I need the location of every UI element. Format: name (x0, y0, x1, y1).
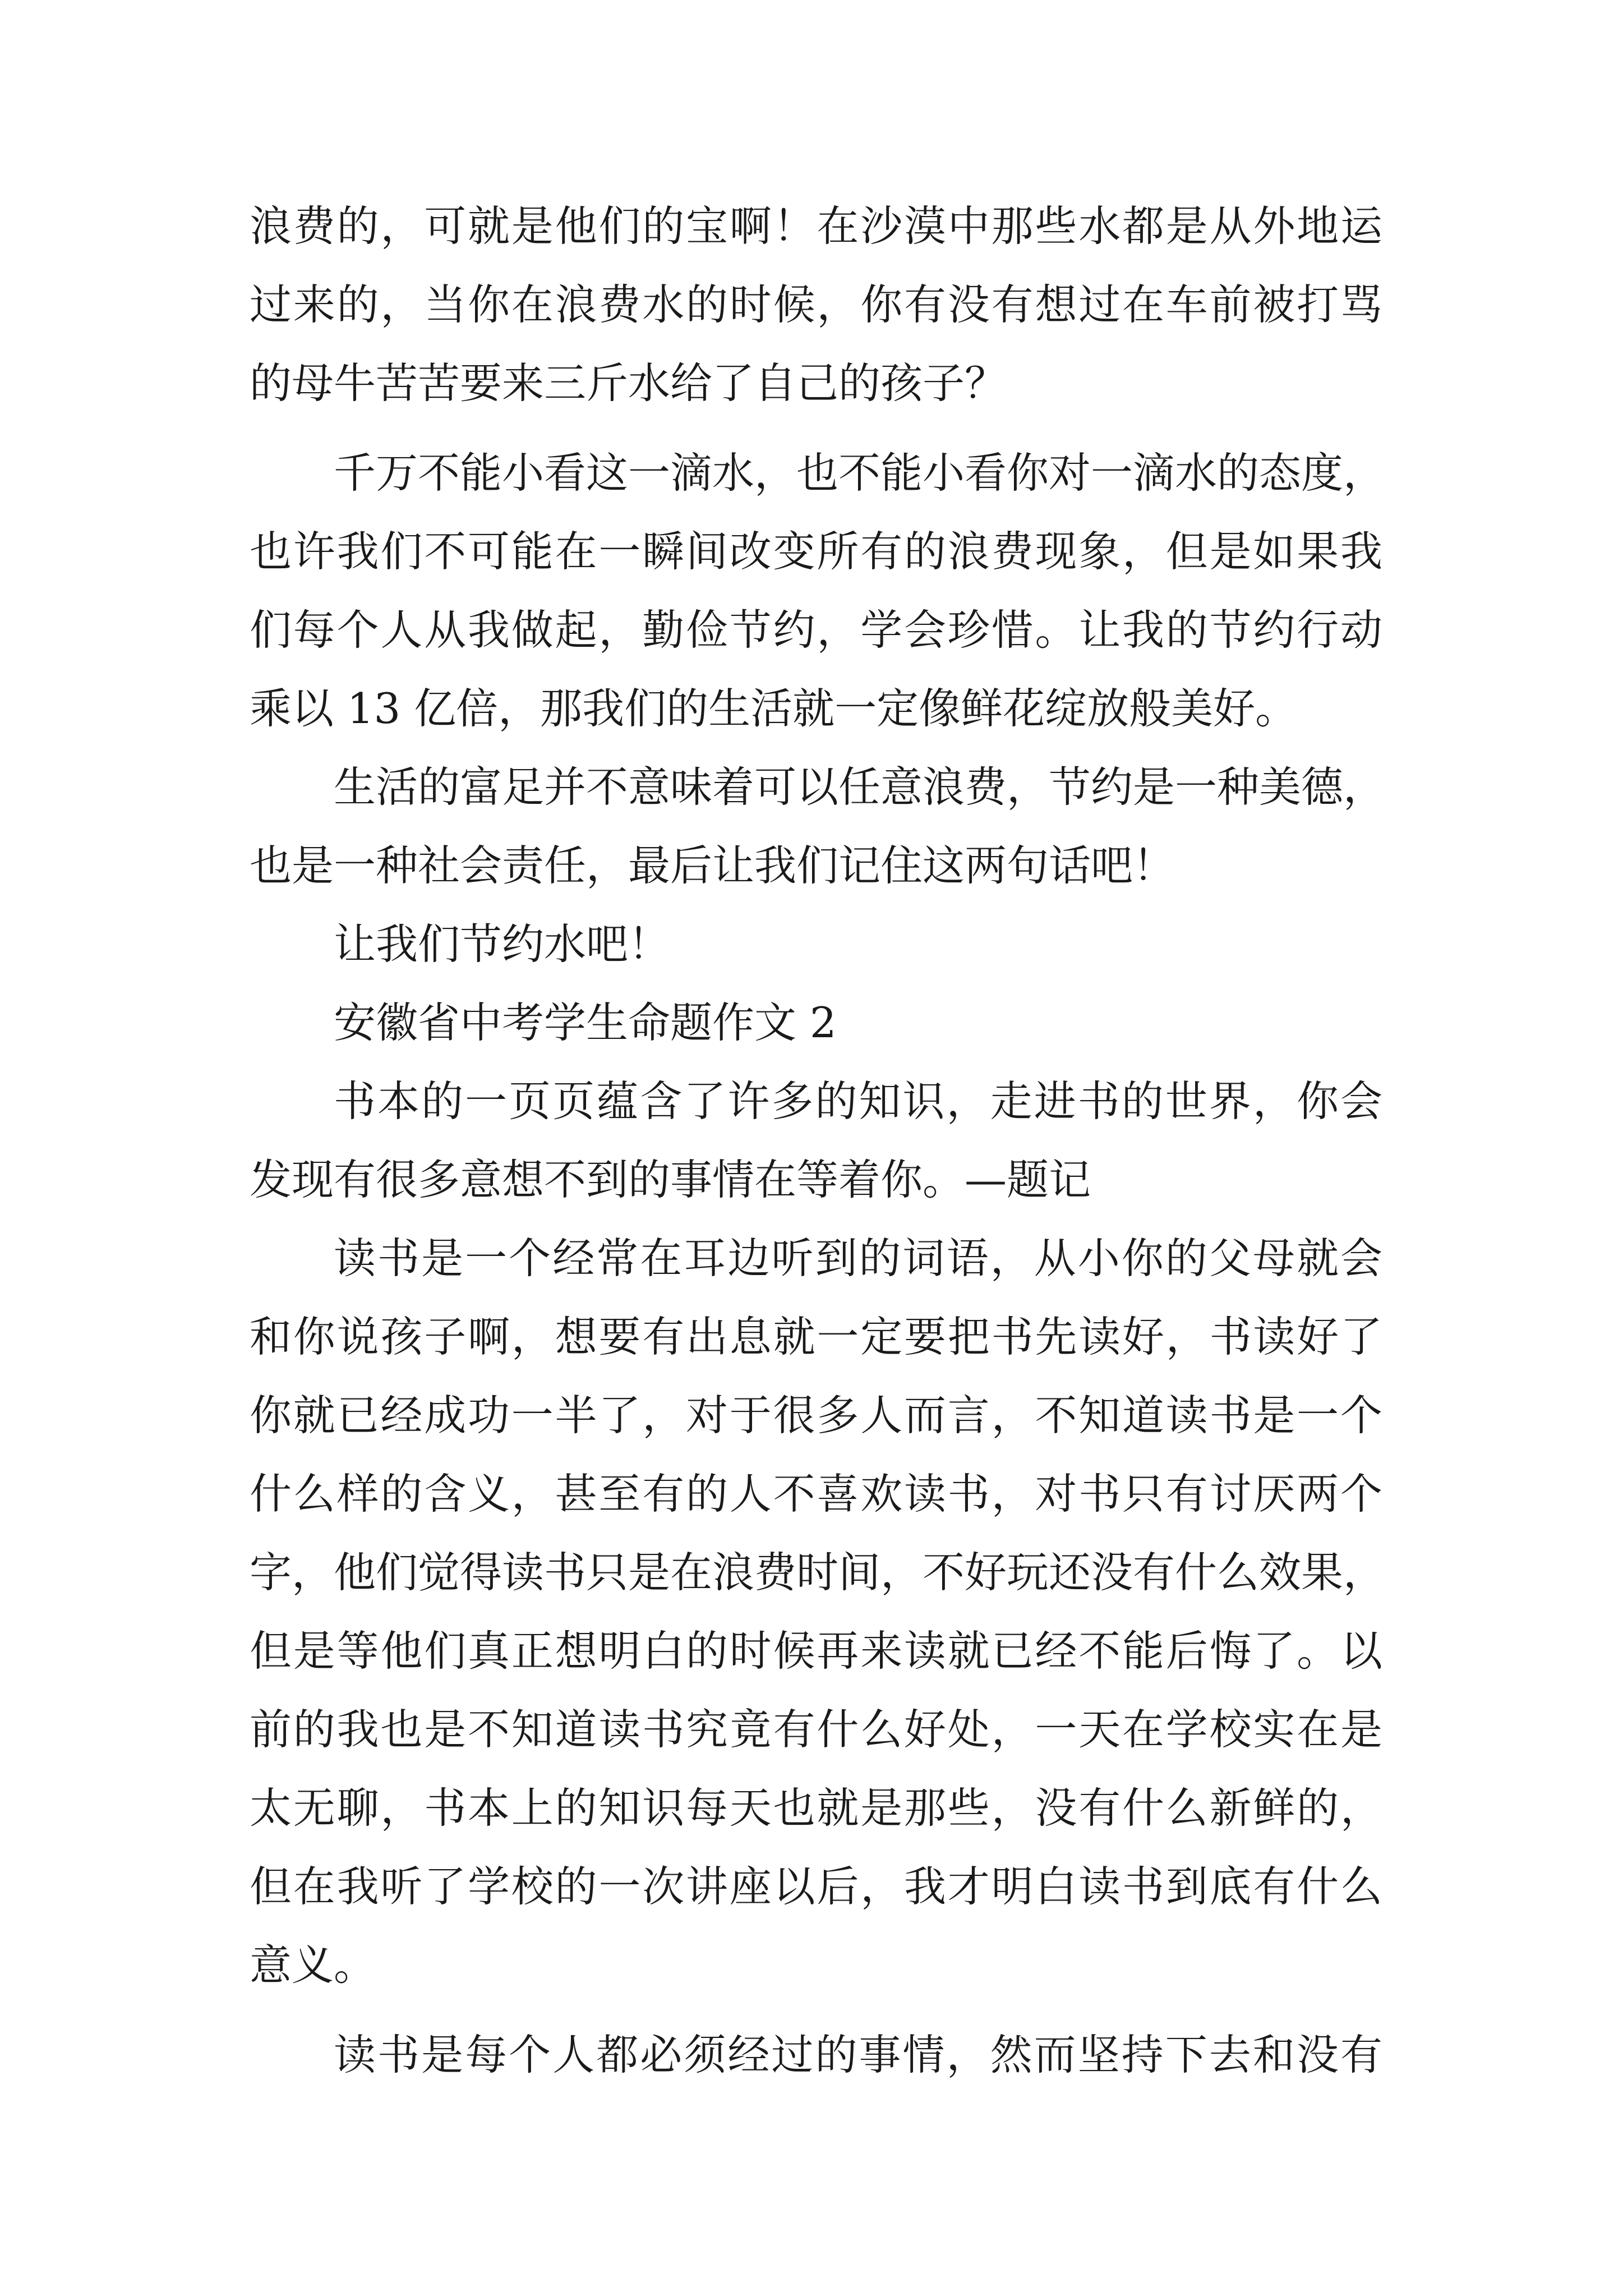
text-line: 但是等他们真正想明白的时候再来读就已经不能后悔了。以 (250, 1626, 1382, 1676)
text-line: 和你说孩子啊，想要有出息就一定要把书先读好，书读好了 (250, 1312, 1382, 1361)
text-line: 你就已经成功一半了，对于很多人而言，不知道读书是一个 (250, 1391, 1382, 1440)
text-line: 前的我也是不知道读书究竟有什么好处，一天在学校实在是 (250, 1705, 1382, 1754)
text-line: 书本的一页页蕴含了许多的知识，走进书的世界，你会 (334, 1076, 1382, 1126)
text-line: 生活的富足并不意味着可以任意浪费，节约是一种美德， (334, 762, 1386, 812)
text-line: 意义。 (250, 1940, 376, 1990)
text-line: 发现有很多意想不到的事情在等着你。—题记 (250, 1155, 1091, 1204)
text-line: 千万不能小看这一滴水，也不能小看你对一滴水的态度， (334, 448, 1386, 498)
text-line: 乘以 13 亿倍，那我们的生活就一定像鲜花绽放般美好。 (250, 684, 1298, 733)
text-line: 浪费的，可就是他们的宝啊！在沙漠中那些水都是从外地运 (250, 201, 1382, 251)
text-line: 们每个人从我做起，勤俭节约，学会珍惜。让我的节约行动 (250, 605, 1382, 655)
text-line: 读书是一个经常在耳边听到的词语，从小你的父母就会 (334, 1234, 1382, 1283)
text-line: 也许我们不可能在一瞬间改变所有的浪费现象，但是如果我 (250, 527, 1382, 576)
text-line: 什么样的含义，甚至有的人不喜欢读书，对书只有讨厌两个 (250, 1469, 1382, 1519)
text-line: 让我们节约水吧！ (334, 919, 671, 969)
text-line: 太无聊，书本上的知识每天也就是那些，没有什么新鲜的， (250, 1783, 1382, 1833)
text-line: 字，他们觉得读书只是在浪费时间，不好玩还没有什么效果， (250, 1548, 1386, 1597)
text-line: 过来的，当你在浪费水的时候，你有没有想过在车前被打骂 (250, 280, 1382, 329)
text-line: 的母牛苦苦要来三斤水给了自己的孩子？ (250, 358, 1007, 408)
section-heading: 安徽省中考学生命题作文 2 (334, 998, 837, 1047)
text-line: 也是一种社会责任，最后让我们记住这两句话吧！ (250, 841, 1175, 890)
text-line: 读书是每个人都必须经过的事情，然而坚持下去和没有 (334, 2030, 1382, 2079)
text-line: 但在我听了学校的一次讲座以后，我才明白读书到底有什么 (250, 1862, 1382, 1911)
